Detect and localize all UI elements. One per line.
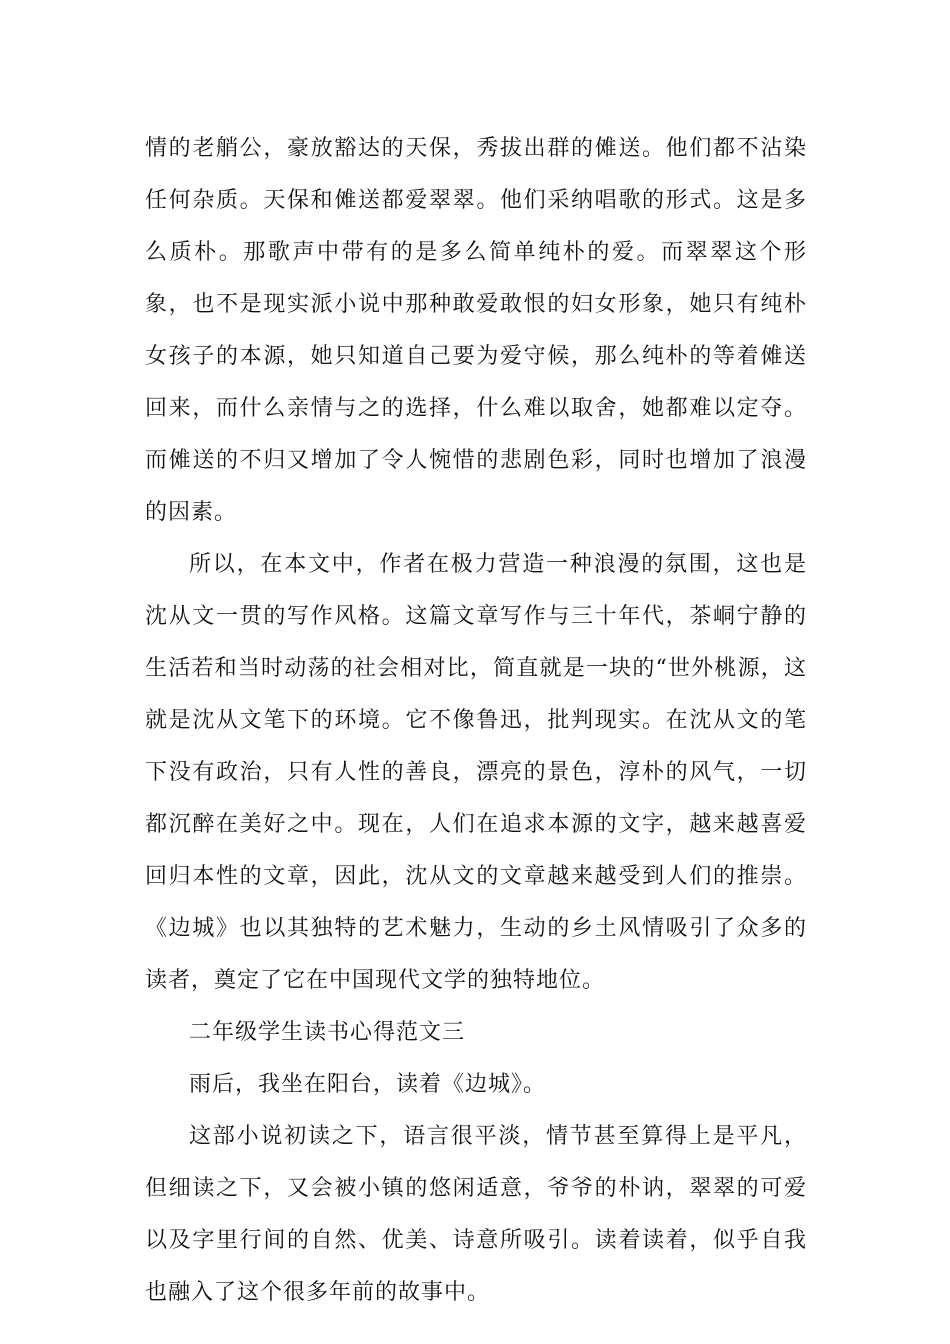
section-heading: 二年级学生读书心得范文三 [189, 1020, 466, 1045]
document-body [145, 123, 807, 1319]
paragraph-romantic-atmosphere: 所以，在本文中，作者在极力营造一种浪漫的氛围，这也是沈从文一贯的写作风格。这篇文章写作与三十年代，茶峒宁静的生活若和当时动荡的社会相对比，简直就是一块的“世外桃源，这就是沈从文笔下的环境。它不像鲁迅，批判现实。在沈从文的笔下没有政治，只有人性的善良，漂亮的景色，淳朴的风气，一切都沉醉在美好之中。现在，人们在追求本源的文字，越来越喜爱回归本性的文章，因此，沈从文的文章越来越受到人们的推崇。《边城》也以其独特的艺术魅力，生动的乡土风情吸引了众多的读者，奠定了它在中国现代文学的独特地位。 [145, 552, 807, 993]
paragraph-reading-on-balcony: 雨后，我坐在阳台，读着《边城》。 [189, 1072, 547, 1097]
paragraph-first-impression: 这部小说初读之下，语言很平淡，情节甚至算得上是平凡，但细读之下，又会被小镇的悠闲适意，爷爷的朴讷，翠翠的可爱以及字里行间的自然、优美、诗意所吸引。读着读着，似乎自我也融入了这个很多年前的故事中。 [145, 1124, 807, 1305]
paragraph-continuation: 情的老艄公，豪放豁达的天保，秀拔出群的傩送。他们都不沾染任何杂质。天保和傩送都爱翠翠。他们采纳唱歌的形式。这是多么质朴。那歌声中带有的是多么简单纯朴的爱。而翠翠这个形象，也不是现实派小说中那种敢爱敢恨的妇女形象，她只有纯朴女孩子的本源，她只知道自己要为爱守候，那么纯朴的等着傩送回来，而什么亲情与之的选择，什么难以取舍，她都难以定夺。而傩送的不归又增加了令人惋惜的悲剧色彩，同时也增加了浪漫的因素。 [145, 136, 807, 525]
